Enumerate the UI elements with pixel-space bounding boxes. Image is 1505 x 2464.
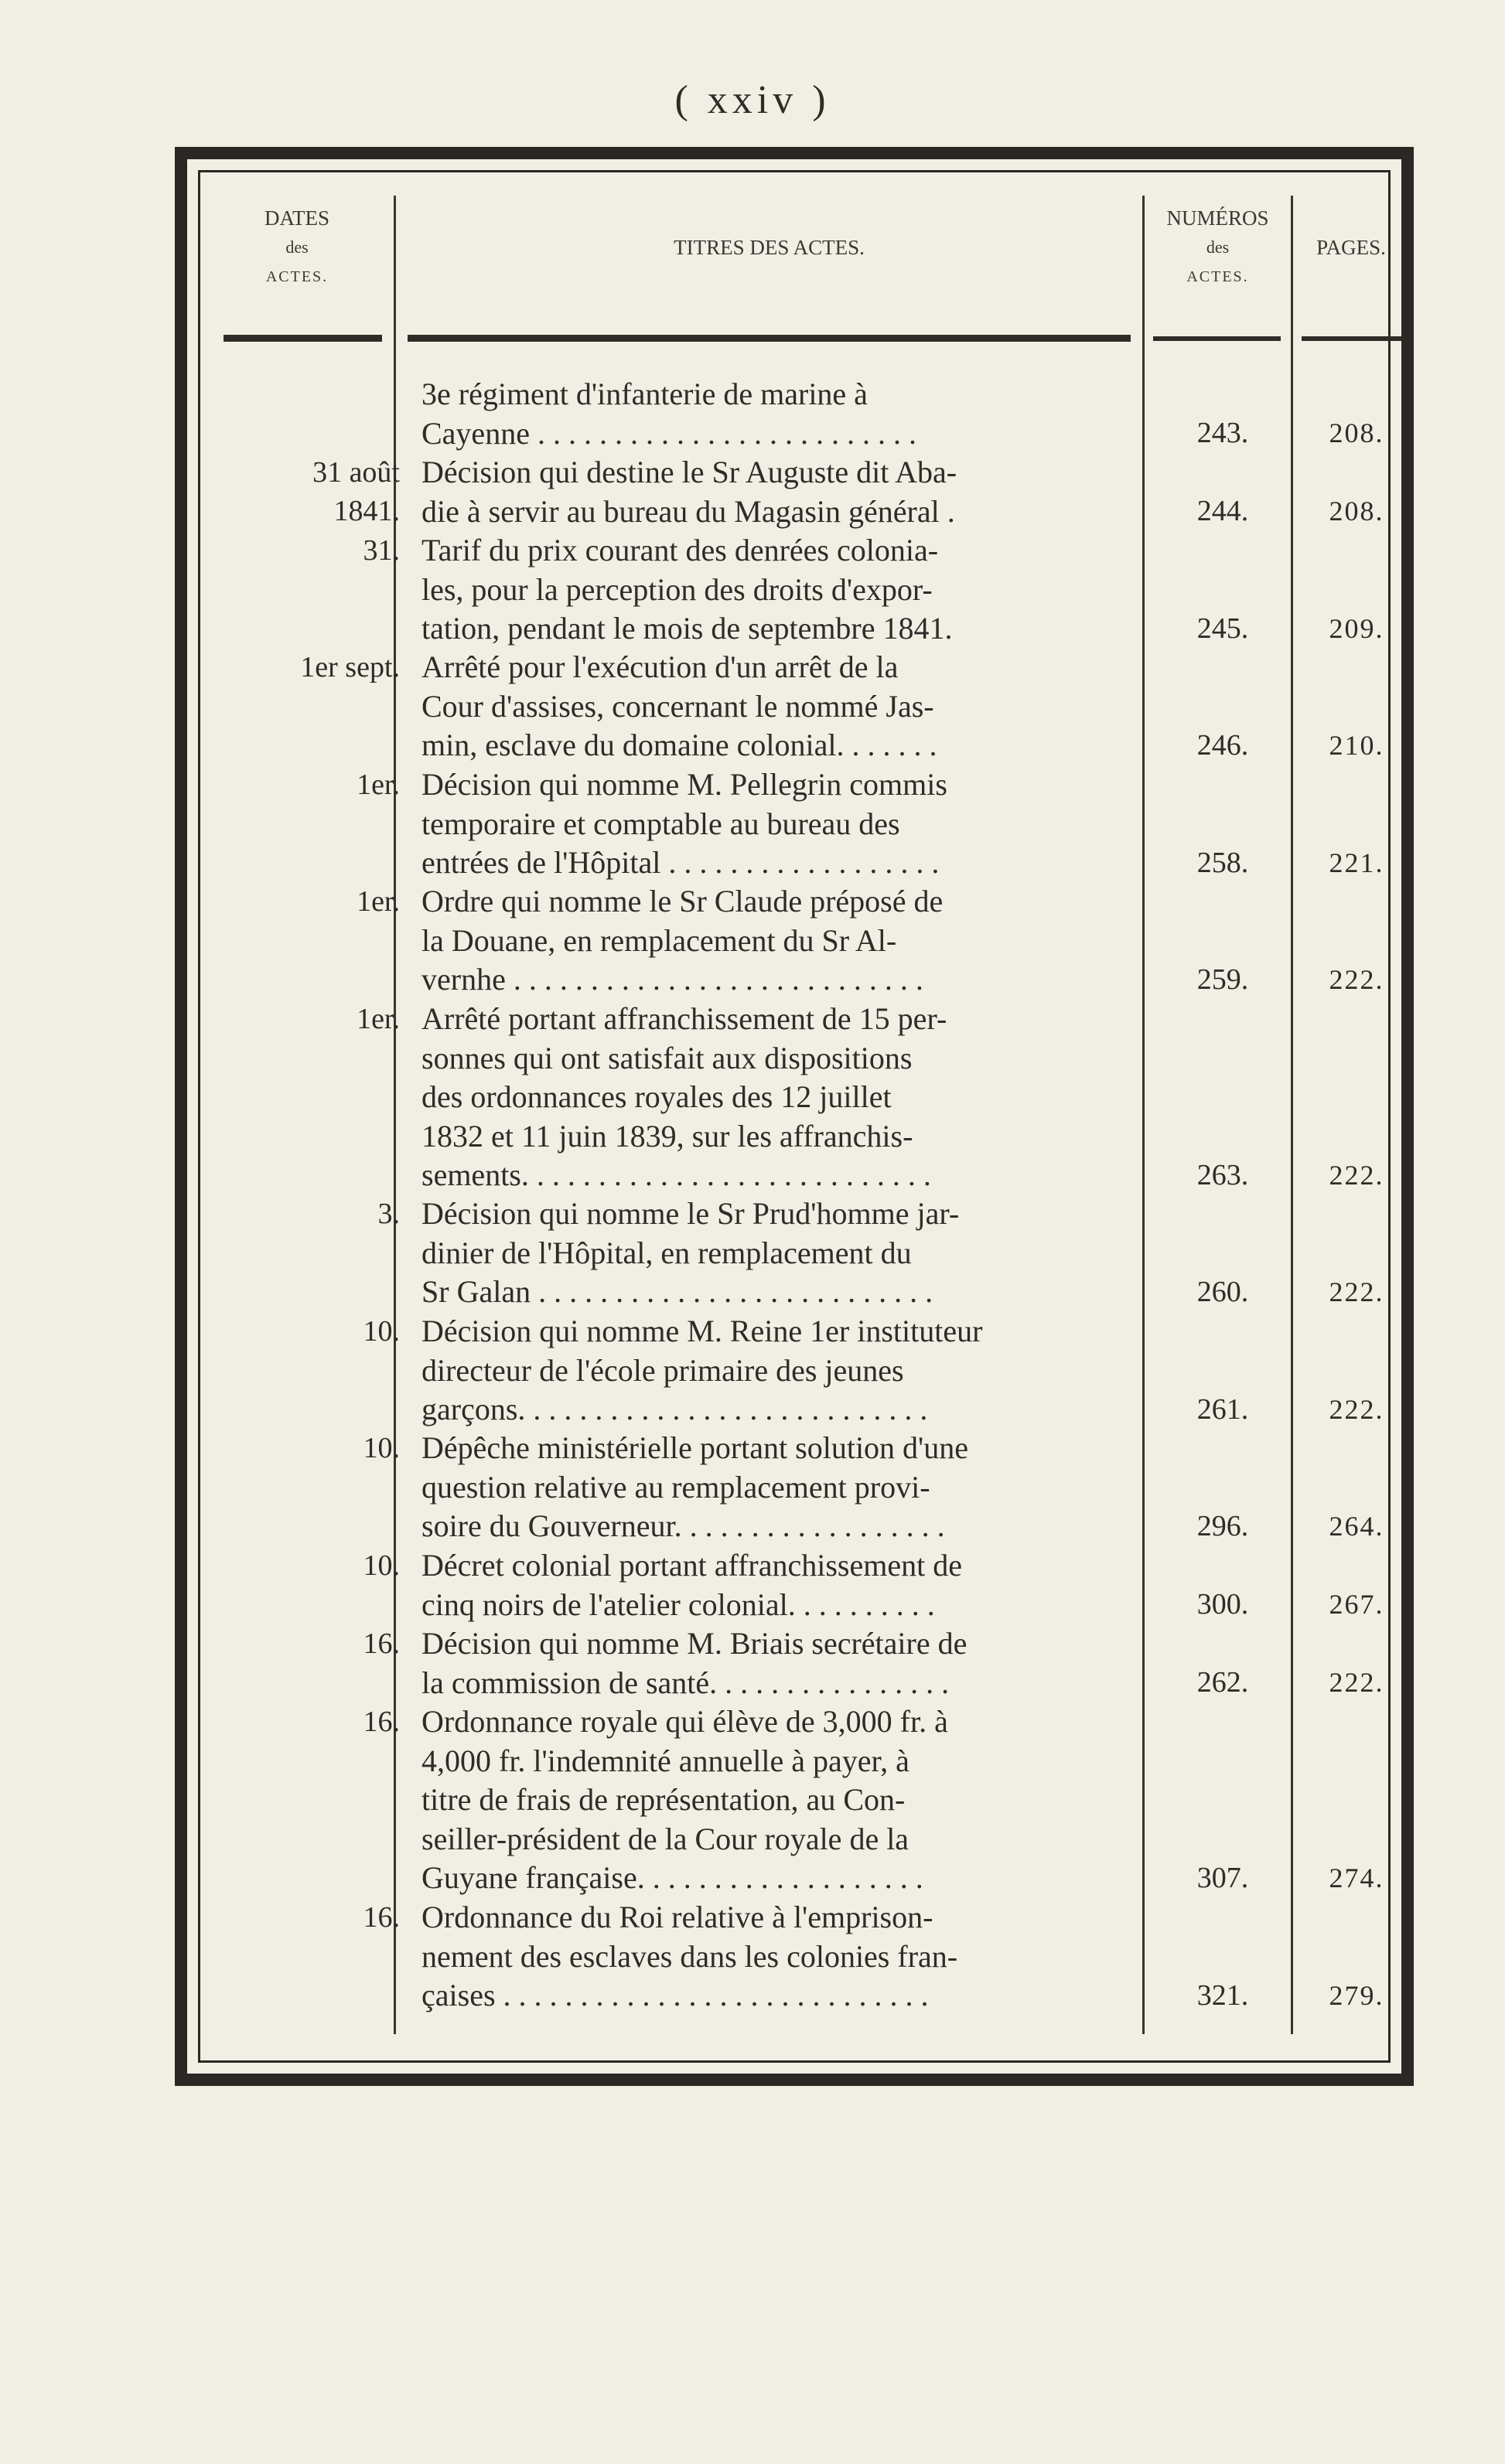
row-number: 259. bbox=[1196, 963, 1249, 996]
row-page: 264. bbox=[1329, 1511, 1384, 1542]
row-number: 245. bbox=[1196, 612, 1249, 645]
row-page: 279. bbox=[1329, 1980, 1384, 2011]
row-title: Décision qui nomme le Sr Prud'homme jar- dinier de l'Hôpital, en remplacement du Sr Galan . . . . . . . . . . . . . . . . . . . . . . . . . . bbox=[421, 1196, 960, 1309]
row-title: Ordonnance du Roi relative à l'emprison- nement des esclaves dans les colonies fran- çaises . . . . . . . . . . . . . . . . . . . . . . . . . . . . bbox=[421, 1900, 958, 2012]
row-number: 243. bbox=[1196, 417, 1249, 449]
row-date: 3. bbox=[377, 1198, 400, 1230]
row-number: 244. bbox=[1196, 495, 1249, 527]
row-number: 263. bbox=[1196, 1159, 1249, 1191]
row-page: 210. bbox=[1329, 730, 1384, 761]
row-date: 1er. bbox=[357, 769, 400, 801]
row-title: Dépêche ministérielle portant solution d'une question relative au remplacement provi- soire du Gouverneur. . . . . . . . . . . . . . . . . . bbox=[421, 1430, 969, 1543]
row-number: 307. bbox=[1196, 1862, 1249, 1894]
row-date: 31 août 1841. bbox=[312, 456, 400, 527]
row-number: 260. bbox=[1196, 1276, 1249, 1308]
row-number: 321. bbox=[1196, 1979, 1249, 2012]
row-date: 1er. bbox=[357, 885, 400, 918]
row-number: 296. bbox=[1196, 1510, 1249, 1542]
row-date: 10. bbox=[363, 1315, 400, 1348]
row-date: 31. bbox=[363, 534, 400, 567]
row-title: Décision qui nomme M. Pellegrin commis temporaire et comptable au bureau des entrées de l'Hôpital . . . . . . . . . . . . . . . . . . bbox=[421, 767, 947, 880]
row-title: Décision qui nomme M. Briais secrétaire de la commission de santé. . . . . . . . . . . . . . . . bbox=[421, 1626, 968, 1700]
header-numeros-line3: ACTES. bbox=[1186, 268, 1249, 285]
table-inner-border bbox=[198, 170, 1391, 2063]
row-page: 274. bbox=[1329, 1862, 1384, 1893]
row-date: 16. bbox=[363, 1627, 400, 1660]
row-date: 10. bbox=[363, 1549, 400, 1582]
header-pages: PAGES. bbox=[1316, 236, 1386, 259]
header-titres: TITRES DES ACTES. bbox=[674, 236, 865, 259]
row-date: 16. bbox=[363, 1901, 400, 1934]
row-page: 208. bbox=[1329, 496, 1384, 527]
row-number: 258. bbox=[1196, 847, 1249, 879]
header-dates-line3: ACTES. bbox=[265, 268, 329, 285]
row-title: Tarif du prix courant des denrées colonia- les, pour la perception des droits d'expor- tation, pendant le mois de septembre 1841. bbox=[421, 533, 953, 646]
row-page: 209. bbox=[1329, 613, 1384, 644]
row-title: Arrêté portant affranchissement de 15 per- sonnes qui ont satisfait aux dispositions des ordonnances royales des 12 juillet 1832 et 11 juin 1839, sur les affranchis- sements. . . . . . . . . . . . . . . . . . . . . . . . . . . bbox=[421, 1001, 947, 1192]
row-number: 300. bbox=[1196, 1588, 1249, 1621]
row-number: 246. bbox=[1196, 729, 1249, 762]
row-page: 222. bbox=[1329, 1160, 1384, 1191]
header-numeros-line2: des bbox=[1206, 237, 1230, 257]
row-page: 222. bbox=[1329, 1276, 1384, 1307]
row-date: 10. bbox=[363, 1432, 400, 1464]
table-body bbox=[200, 172, 1388, 2060]
row-page: 267. bbox=[1329, 1589, 1384, 1620]
row-title: Arrêté pour l'exécution d'un arrêt de la Cour d'assises, concernant le nommé Jas- min, esclave du domaine colonial. . . . . . . bbox=[421, 649, 937, 762]
row-page: 221. bbox=[1329, 847, 1384, 878]
row-date: 16. bbox=[363, 1706, 400, 1738]
row-title: Ordonnance royale qui élève de 3,000 fr. à 4,000 fr. l'indemnité annuelle à payer, à titre de frais de représentation, au Con- seiller-président de la Cour royale de la Guyane française. . . . . . . . . . . . . . . . . . . bbox=[421, 1704, 948, 1895]
row-number: 262. bbox=[1196, 1666, 1249, 1699]
row-page: 222. bbox=[1329, 964, 1384, 995]
row-title: Décision qui destine le Sr Auguste dit Aba- die à servir au bureau du Magasin général . bbox=[421, 455, 957, 529]
row-title: Décret colonial portant affranchissement de cinq noirs de l'atelier colonial. . . . . . . . . . bbox=[421, 1548, 962, 1622]
header-numeros-line1: NUMÉROS bbox=[1166, 206, 1269, 230]
row-date: 1er sept. bbox=[300, 651, 400, 683]
row-title: Ordre qui nomme le Sr Claude préposé de la Douane, en remplacement du Sr Al- vernhe . . . . . . . . . . . . . . . . . . . . . . . . . . . bbox=[421, 884, 944, 997]
row-page: 222. bbox=[1329, 1667, 1384, 1698]
row-number: 261. bbox=[1196, 1393, 1249, 1426]
header-dates-line1: DATES bbox=[264, 206, 329, 230]
row-date: 1er. bbox=[357, 1003, 400, 1035]
page-number-header: ( xxiv ) bbox=[674, 78, 831, 122]
header-dates-line2: des bbox=[285, 237, 309, 257]
row-page: 222. bbox=[1329, 1394, 1384, 1425]
row-title: 3e régiment d'infanterie de marine à Cayenne . . . . . . . . . . . . . . . . . . . . . . . . . bbox=[421, 377, 916, 451]
row-title: Décision qui nomme M. Reine 1er instituteur directeur de l'école primaire des jeunes garçons. . . . . . . . . . . . . . . . . . . . . . . . . . . bbox=[421, 1314, 983, 1426]
row-page: 208. bbox=[1329, 417, 1384, 448]
table-frame bbox=[175, 147, 1414, 2086]
